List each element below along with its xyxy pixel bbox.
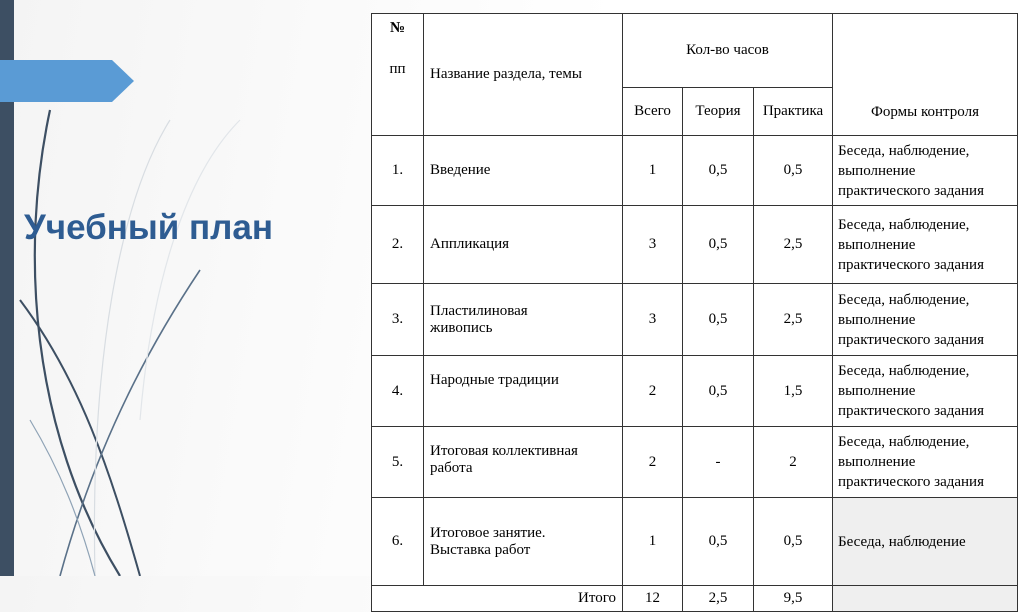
row-total: 1 xyxy=(623,498,683,586)
row-control-forms: Беседа, наблюдение, выполнение практического задания xyxy=(833,427,1018,498)
header-hours-group: Кол-во часов xyxy=(623,14,833,88)
totals-theory: 2,5 xyxy=(683,586,754,612)
table-header-row xyxy=(372,14,1018,88)
curriculum-table xyxy=(371,13,1018,612)
row-number: 6. xyxy=(372,498,424,586)
header-practice: Практика xyxy=(754,88,833,136)
totals-row xyxy=(372,586,1018,612)
table-row xyxy=(372,498,1018,586)
totals-control-empty xyxy=(833,586,1018,612)
header-theory: Теория xyxy=(683,88,754,136)
row-control-forms: Беседа, наблюдение xyxy=(833,498,1018,586)
title-arrow-shape xyxy=(0,60,134,102)
totals-label: Итого xyxy=(372,586,623,612)
row-number: 2. xyxy=(372,206,424,284)
row-practice: 0,5 xyxy=(754,136,833,206)
table-row xyxy=(372,284,1018,356)
header-section-name: Название раздела, темы xyxy=(424,14,623,136)
row-section-name: Пластилиновая живопись xyxy=(424,284,623,356)
row-practice: 2,5 xyxy=(754,284,833,356)
row-total: 3 xyxy=(623,206,683,284)
table-row xyxy=(372,206,1018,284)
row-practice: 2 xyxy=(754,427,833,498)
row-number: 4. xyxy=(372,356,424,427)
row-theory: 0,5 xyxy=(683,498,754,586)
totals-total: 12 xyxy=(623,586,683,612)
row-theory: 0,5 xyxy=(683,206,754,284)
table-row xyxy=(372,356,1018,427)
row-total: 3 xyxy=(623,284,683,356)
row-section-name: Итоговое занятие. Выставка работ xyxy=(424,498,623,586)
header-number-cell xyxy=(372,14,424,136)
row-control-forms: Беседа, наблюдение, выполнение практического задания xyxy=(833,136,1018,206)
header-num-symbol: № xyxy=(389,20,406,36)
row-practice: 1,5 xyxy=(754,356,833,427)
header-total: Всего xyxy=(623,88,683,136)
row-control-forms: Беседа, наблюдение, выполнение практического задания xyxy=(833,206,1018,284)
row-section-name: Итоговая коллективная работа xyxy=(424,427,623,498)
row-practice: 0,5 xyxy=(754,498,833,586)
row-total: 1 xyxy=(623,136,683,206)
header-control-forms: Формы контроля xyxy=(833,14,1018,136)
row-section-name: Аппликация xyxy=(424,206,623,284)
row-section-name: Народные традиции xyxy=(424,356,623,427)
row-theory: - xyxy=(683,427,754,498)
totals-practice: 9,5 xyxy=(754,586,833,612)
row-number: 1. xyxy=(372,136,424,206)
row-theory: 0,5 xyxy=(683,284,754,356)
row-total: 2 xyxy=(623,356,683,427)
row-section-name: Введение xyxy=(424,136,623,206)
slide-title: Учебный план xyxy=(24,208,273,247)
row-control-forms: Беседа, наблюдение, выполнение практического задания xyxy=(833,356,1018,427)
row-control-forms: Беседа, наблюдение, выполнение практического задания xyxy=(833,284,1018,356)
row-theory: 0,5 xyxy=(683,136,754,206)
row-number: 3. xyxy=(372,284,424,356)
table-row xyxy=(372,136,1018,206)
row-total: 2 xyxy=(623,427,683,498)
header-num-abbr: пп xyxy=(389,61,406,77)
row-number: 5. xyxy=(372,427,424,498)
row-theory: 0,5 xyxy=(683,356,754,427)
table-row xyxy=(372,427,1018,498)
row-practice: 2,5 xyxy=(754,206,833,284)
